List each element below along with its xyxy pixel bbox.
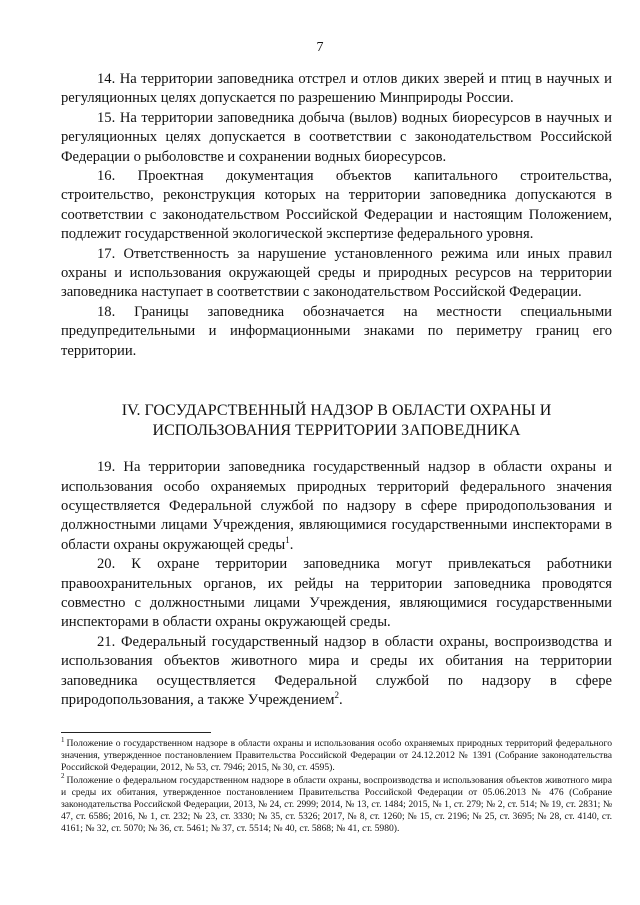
paragraph-21-text: 21. Федеральный государственный надзор в области охраны, воспроизводства и использования объектов животного мира и среды их обитания на территории заповедника осуществляется Федеральной службой по надзору в сфере природопользования, а также Учреждением	[61, 633, 612, 708]
paragraph-14: 14. На территории заповедника отстрел и отлов диких зверей и птиц в научных и регуляционных целях допускается по разрешению Минприроды России.	[61, 71, 612, 107]
footnote-number: 1	[61, 735, 65, 744]
paragraph-19-text: 19. На территории заповедника государственный надзор в области охраны и использования особо охраняемых природных территорий федерального значения осуществляется Федеральной службой по надзору в сфере природопользования и должностными лицами Учреждения, являющимися государственными инспекторами в области охраны окружающей среды	[61, 459, 612, 553]
paragraph-21	[61, 633, 612, 711]
paragraph-20-text: 20. К охране территории заповедника могут привлекаться работники правоохранительных органов, их рейды на территории заповедника проводятся совместно с должностными лицами Учреждения, являющимися государственными инспекторами в области охраны окружающей среды.	[61, 556, 612, 631]
paragraph-17: 17. Ответственность за нарушение установленного режима или иных правил охраны и использования окружающей среды и природных ресурсов на территории заповедника наступает в соответствии с законодательством Российской Федерации.	[61, 245, 612, 301]
paragraph-19-tail: .	[289, 536, 294, 553]
page-number: 7	[316, 40, 324, 55]
footnote-1	[61, 735, 612, 775]
footnote-text: Положение о государственном надзоре в области охраны и использования особо охраняемых природных территорий федерального значения, утвержденное постановлением Правительства Российской Федерации от 24.12.2012 № 1391 (Собрание законодательства Российской Федерации, 2012, № 53, ст. 7946; 2015, № 30, ст. 4595).	[61, 738, 612, 774]
document-body	[61, 70, 612, 710]
footnote-text: Положение о федеральном государственном надзоре в области охраны, воспроизводства и использования объектов животного мира и среды их обитания, утвержденное постановлением Правительства Российской Федерации от 05.06.2013 № 476 (Собрание законодательства Российской Федерации, 2013, № 24, ст. 2999; 2014, № 13, ст. 1484; 2015, № 1, ст. 279; № 2, ст. 514; № 19, ст. 2831; № 47, ст. 6586; 2016, № 1, ст. 232; № 23, ст. 3330; № 35, ст. 5326; 2017, № 8, ст. 1260; № 15, ст. 2196; № 25, ст. 3695; № 28, ст. 4140, ст. 4161; № 32, ст. 5070; № 36, ст. 5461; № 37, ст. 5514; № 40, ст. 5868; № 41, ст. 5980).	[61, 774, 612, 835]
footnote-2	[61, 772, 612, 836]
footnote-separator	[61, 732, 211, 733]
paragraph-19	[61, 458, 612, 555]
section-heading: IV. ГОСУДАРСТВЕННЫЙ НАДЗОР В ОБЛАСТИ ОХРАНЫ И ИСПОЛЬЗОВАНИЯ ТЕРРИТОРИИ ЗАПОВЕДНИКА	[121, 402, 552, 440]
footnote-ref-2[interactable]: 2	[334, 690, 339, 701]
paragraph-21-tail: .	[338, 691, 343, 708]
footnote-number: 2	[61, 772, 65, 781]
paragraph-16: 16. Проектная документация объектов капитального строительства, строительство, реконструкция которых на территории заповедника допускаются в соответствии с законодательством Российской Федерации и настоящим Положением, подлежит государственной экологической экспертизе федерального уровня.	[61, 168, 612, 243]
paragraph-18: 18. Границы заповедника обозначается на местности специальными предупредительными и информационными знаками по периметру границ его территории.	[61, 303, 612, 359]
paragraph-20	[61, 555, 612, 633]
paragraph-15: 15. На территории заповедника добыча (вылов) водных биоресурсов в научных и регуляционных целях допускается в соответствии с законодательством Российской Федерации о рыболовстве и сохранении водных биоресурсов.	[61, 109, 612, 165]
footnote-ref-1[interactable]: 1	[285, 534, 290, 545]
footnotes	[61, 732, 612, 836]
